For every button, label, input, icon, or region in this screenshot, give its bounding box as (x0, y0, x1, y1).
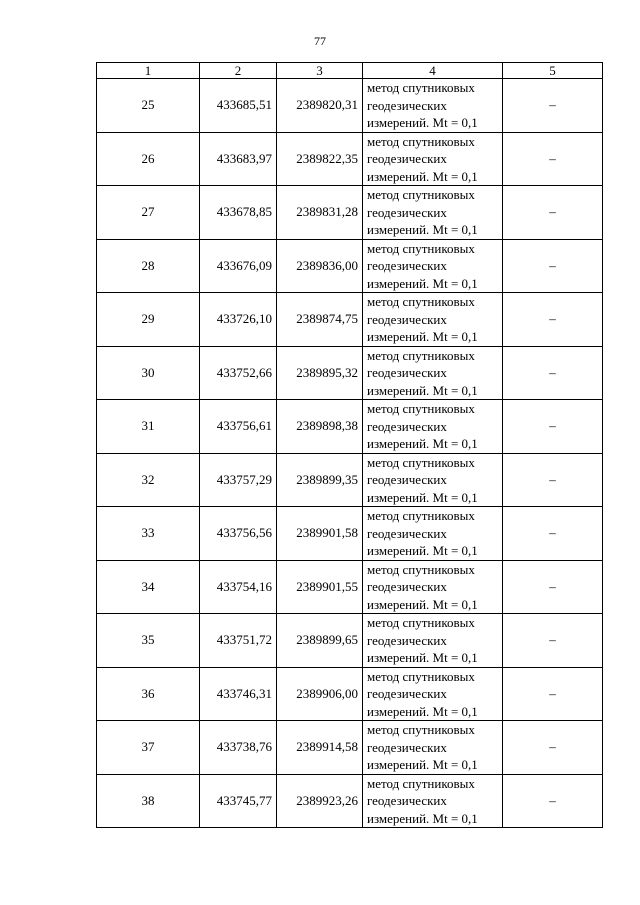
col-5-value: – (503, 79, 603, 133)
method-line-2: геодезических (367, 418, 447, 434)
coordinate-x: 433745,77 (200, 774, 277, 828)
method-description (363, 186, 503, 240)
col-5-value: – (503, 774, 603, 828)
coordinate-x: 433685,51 (200, 79, 277, 133)
point-number: 26 (97, 132, 200, 186)
col-5-value: – (503, 293, 603, 347)
coordinate-y: 2389820,31 (277, 79, 363, 133)
point-number: 27 (97, 186, 200, 240)
method-description (363, 79, 503, 133)
col-5-value: – (503, 239, 603, 293)
table-header (97, 63, 603, 79)
coordinate-y: 2389822,35 (277, 132, 363, 186)
method-line-3: измерений. Mt = 0,1 (367, 222, 478, 237)
method-description (363, 453, 503, 507)
header-col-1: 1 (97, 63, 200, 79)
method-line-1: метод спутниковых (367, 240, 475, 256)
point-number: 37 (97, 721, 200, 775)
method-line-3: измерений. Mt = 0,1 (367, 810, 478, 826)
coordinate-x: 433756,56 (200, 507, 277, 561)
method-line-2: геодезических (367, 151, 447, 166)
coordinate-y: 2389914,58 (277, 721, 363, 775)
method-line-2: геодезических (367, 793, 447, 808)
col-5-value: – (503, 346, 603, 400)
col-5-value: – (503, 186, 603, 240)
method-line-1: метод спутниковых (367, 454, 475, 470)
coordinate-x: 433738,76 (200, 721, 277, 775)
header-col-4: 4 (363, 63, 503, 79)
method-line-1: метод спутниковых (367, 615, 475, 630)
coordinate-y: 2389899,65 (277, 614, 363, 668)
coordinate-x: 433752,66 (200, 346, 277, 400)
method-line-1: метод спутниковых (367, 775, 475, 791)
method-line-3: измерений. Mt = 0,1 (367, 329, 478, 344)
col-5-value: – (503, 721, 603, 775)
coordinate-x: 433746,31 (200, 667, 277, 721)
table-body (97, 79, 603, 828)
method-line-1: метод спутниковых (367, 561, 475, 577)
method-line-1: метод спутниковых (367, 133, 475, 149)
method-description (363, 293, 503, 347)
method-line-3: измерений. Mt = 0,1 (367, 489, 478, 505)
header-col-2: 2 (200, 63, 277, 79)
point-number: 33 (97, 507, 200, 561)
table-row (97, 614, 603, 668)
point-number: 32 (97, 453, 200, 507)
table-row (97, 667, 603, 721)
method-line-2: геодезических (367, 525, 447, 541)
method-line-2: геодезических (367, 365, 447, 380)
method-line-2: геодезических (367, 258, 447, 273)
method-line-3: измерений. Mt = 0,1 (367, 703, 478, 719)
method-line-2: геодезических (367, 632, 447, 648)
coordinate-x: 433754,16 (200, 560, 277, 614)
method-description (363, 560, 503, 614)
coordinate-x: 433678,85 (200, 186, 277, 240)
coordinate-y: 2389899,35 (277, 453, 363, 507)
method-line-3: измерений. Mt = 0,1 (367, 596, 478, 612)
method-line-2: геодезических (367, 204, 447, 220)
coordinate-x: 433751,72 (200, 614, 277, 668)
col-5-value: – (503, 507, 603, 561)
method-line-3: измерений. Mt = 0,1 (367, 543, 478, 558)
point-number: 36 (97, 667, 200, 721)
coordinate-y: 2389901,55 (277, 560, 363, 614)
method-line-2: геодезических (367, 311, 447, 327)
coordinate-x: 433757,29 (200, 453, 277, 507)
coordinate-y: 2389901,58 (277, 507, 363, 561)
col-5-value: – (503, 400, 603, 454)
coordinate-x: 433683,97 (200, 132, 277, 186)
table-row (97, 239, 603, 293)
table-row (97, 774, 603, 828)
table-row (97, 507, 603, 561)
method-line-2: геодезических (367, 739, 447, 755)
table-row (97, 453, 603, 507)
method-line-3: измерений. Mt = 0,1 (367, 436, 478, 451)
point-number: 35 (97, 614, 200, 668)
point-number: 38 (97, 774, 200, 828)
method-line-3: измерений. Mt = 0,1 (367, 650, 478, 665)
point-number: 29 (97, 293, 200, 347)
method-line-1: метод спутниковых (367, 294, 475, 309)
method-description (363, 132, 503, 186)
method-description (363, 239, 503, 293)
table-row (97, 293, 603, 347)
coordinate-y: 2389923,26 (277, 774, 363, 828)
method-line-1: метод спутниковых (367, 80, 475, 95)
coordinate-y: 2389874,75 (277, 293, 363, 347)
table-row (97, 132, 603, 186)
col-5-value: – (503, 453, 603, 507)
point-number: 25 (97, 79, 200, 133)
header-col-5: 5 (503, 63, 603, 79)
coordinates-table (96, 62, 603, 828)
method-line-2: геодезических (367, 97, 447, 113)
table-row (97, 186, 603, 240)
method-line-1: метод спутниковых (367, 187, 475, 202)
method-line-1: метод спутниковых (367, 722, 475, 737)
table-row (97, 560, 603, 614)
method-line-3: измерений. Mt = 0,1 (367, 757, 478, 772)
coordinate-y: 2389898,38 (277, 400, 363, 454)
point-number: 30 (97, 346, 200, 400)
table-row (97, 79, 603, 133)
coordinate-y: 2389906,00 (277, 667, 363, 721)
table-row (97, 346, 603, 400)
col-5-value: – (503, 614, 603, 668)
coordinate-y: 2389836,00 (277, 239, 363, 293)
col-5-value: – (503, 132, 603, 186)
coordinate-x: 433756,61 (200, 400, 277, 454)
point-number: 31 (97, 400, 200, 454)
table-row (97, 400, 603, 454)
method-description (363, 614, 503, 668)
method-line-1: метод спутниковых (367, 401, 475, 416)
coordinate-x: 433676,09 (200, 239, 277, 293)
method-description (363, 507, 503, 561)
method-line-2: геодезических (367, 686, 447, 701)
coordinate-y: 2389831,28 (277, 186, 363, 240)
method-line-3: измерений. Mt = 0,1 (367, 168, 478, 184)
method-line-2: геодезических (367, 579, 447, 594)
table-row (97, 721, 603, 775)
header-col-3: 3 (277, 63, 363, 79)
method-line-1: метод спутниковых (367, 347, 475, 363)
method-line-3: измерений. Mt = 0,1 (367, 275, 478, 291)
coordinate-y: 2389895,32 (277, 346, 363, 400)
method-line-2: геодезических (367, 472, 447, 487)
method-line-1: метод спутниковых (367, 508, 475, 523)
header-row (97, 63, 603, 79)
coordinate-x: 433726,10 (200, 293, 277, 347)
method-description (363, 774, 503, 828)
method-line-3: измерений. Mt = 0,1 (367, 115, 478, 130)
method-description (363, 721, 503, 775)
method-line-3: измерений. Mt = 0,1 (367, 382, 478, 398)
method-description (363, 667, 503, 721)
method-description (363, 400, 503, 454)
col-5-value: – (503, 667, 603, 721)
point-number: 34 (97, 560, 200, 614)
point-number: 28 (97, 239, 200, 293)
col-5-value: – (503, 560, 603, 614)
method-line-1: метод спутниковых (367, 668, 475, 684)
page-number: 77 (314, 34, 326, 48)
method-description (363, 346, 503, 400)
